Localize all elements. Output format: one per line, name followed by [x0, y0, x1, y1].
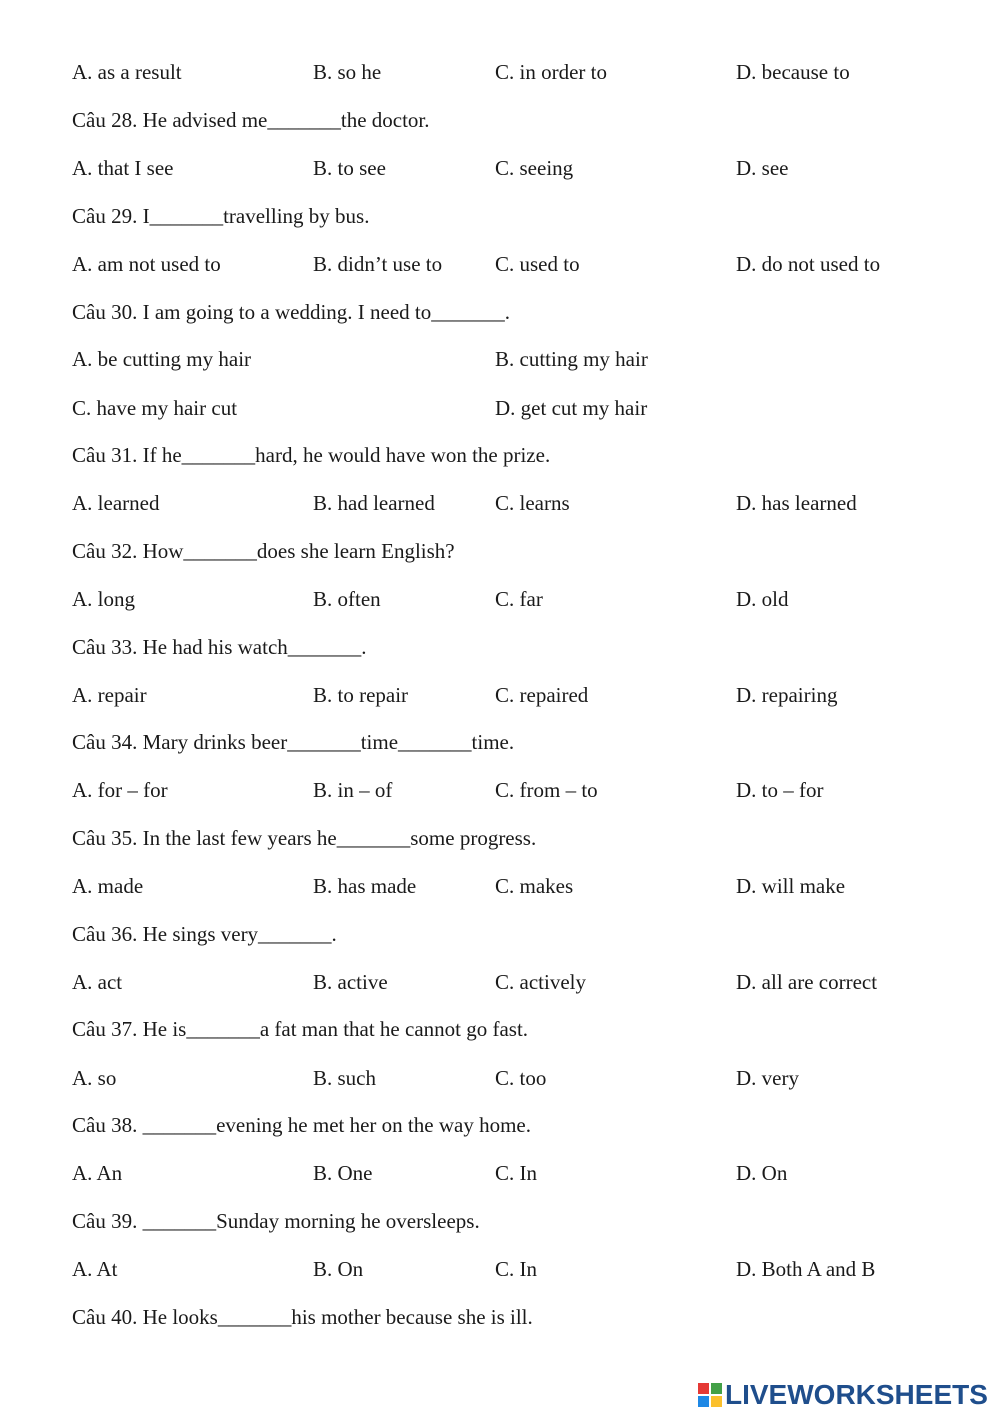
option-b[interactable]: B. had learned — [313, 491, 435, 515]
question-30: Câu 30. I am going to a wedding. I need to_______. — [72, 300, 511, 324]
option-c[interactable]: C. learns — [495, 491, 570, 515]
option-a[interactable]: A. that I see — [72, 156, 174, 180]
logo-text: LIVEWORKSHEETS — [725, 1379, 988, 1410]
question-36: Câu 36. He sings very_______. — [72, 922, 337, 946]
option-c[interactable]: C. far — [495, 587, 543, 611]
option-d[interactable]: D. old — [736, 587, 789, 611]
option-d[interactable]: D. has learned — [736, 491, 857, 515]
logo-squares-icon — [698, 1383, 722, 1407]
option-a[interactable]: A. am not used to — [72, 252, 221, 276]
option-c[interactable]: C. In — [495, 1161, 537, 1185]
option-b[interactable]: B. such — [313, 1066, 376, 1090]
option-a[interactable]: A. made — [72, 874, 144, 898]
option-c[interactable]: C. makes — [495, 874, 574, 898]
question-29: Câu 29. I_______travelling by bus. — [72, 204, 370, 228]
option-d[interactable]: D. do not used to — [736, 252, 881, 276]
option-a[interactable]: A. be cutting my hair — [72, 347, 252, 371]
option-c[interactable]: C. in order to — [495, 60, 607, 84]
option-d[interactable]: D. repairing — [736, 683, 838, 707]
option-c[interactable]: C. repaired — [495, 683, 589, 707]
option-d[interactable]: D. because to — [736, 60, 850, 84]
question-31: Câu 31. If he_______hard, he would have won the prize. — [72, 443, 551, 467]
option-b[interactable]: B. to repair — [313, 683, 409, 707]
option-d[interactable]: D. see — [736, 156, 789, 180]
question-37: Câu 37. He is_______a fat man that he cannot go fast. — [72, 1017, 529, 1041]
option-b[interactable]: B. active — [313, 970, 388, 994]
liveworksheets-logo — [698, 1378, 988, 1412]
option-a[interactable]: A. as a result — [72, 60, 182, 84]
option-c[interactable]: C. actively — [495, 970, 586, 994]
option-b[interactable]: B. in – of — [313, 778, 393, 802]
option-d[interactable]: D. On — [736, 1161, 788, 1185]
option-a[interactable]: A. long — [72, 587, 135, 611]
question-32: Câu 32. How_______does she learn English? — [72, 539, 455, 563]
option-c[interactable]: C. seeing — [495, 156, 574, 180]
option-b[interactable]: B. has made — [313, 874, 417, 898]
option-b[interactable]: B. so he — [313, 60, 382, 84]
question-35: Câu 35. In the last few years he_______some progress. — [72, 826, 537, 850]
question-40: Câu 40. He looks_______his mother because she is ill. — [72, 1305, 533, 1329]
option-c[interactable]: C. have my hair cut — [72, 396, 238, 420]
option-b[interactable]: B. to see — [313, 156, 386, 180]
option-d[interactable]: D. very — [736, 1066, 799, 1090]
option-d[interactable]: D. will make — [736, 874, 846, 898]
option-a[interactable]: A. so — [72, 1066, 117, 1090]
option-c[interactable]: C. too — [495, 1066, 547, 1090]
option-d[interactable]: D. all are correct — [736, 970, 878, 994]
question-38: Câu 38. _______evening he met her on the way home. — [72, 1113, 531, 1137]
option-b[interactable]: B. On — [313, 1257, 364, 1281]
option-b[interactable]: B. One — [313, 1161, 373, 1185]
option-a[interactable]: A. learned — [72, 491, 160, 515]
option-a[interactable]: A. for – for — [72, 778, 168, 802]
option-a[interactable]: A. An — [72, 1161, 123, 1185]
option-b[interactable]: B. cutting my hair — [495, 347, 648, 371]
option-d[interactable]: D. get cut my hair — [495, 396, 648, 420]
question-34: Câu 34. Mary drinks beer_______time_______time. — [72, 730, 515, 754]
option-d[interactable]: D. Both A and B — [736, 1257, 876, 1281]
option-d[interactable]: D. to – for — [736, 778, 824, 802]
question-39: Câu 39. _______Sunday morning he oversleeps. — [72, 1209, 480, 1233]
option-c[interactable]: C. from – to — [495, 778, 598, 802]
option-a[interactable]: A. repair — [72, 683, 147, 707]
question-33: Câu 33. He had his watch_______. — [72, 635, 367, 659]
option-b[interactable]: B. often — [313, 587, 381, 611]
option-b[interactable]: B. didn’t use to — [313, 252, 443, 276]
option-a[interactable]: A. At — [72, 1257, 118, 1281]
option-a[interactable]: A. act — [72, 970, 123, 994]
option-c[interactable]: C. In — [495, 1257, 537, 1281]
option-c[interactable]: C. used to — [495, 252, 580, 276]
question-28: Câu 28. He advised me_______the doctor. — [72, 108, 430, 132]
